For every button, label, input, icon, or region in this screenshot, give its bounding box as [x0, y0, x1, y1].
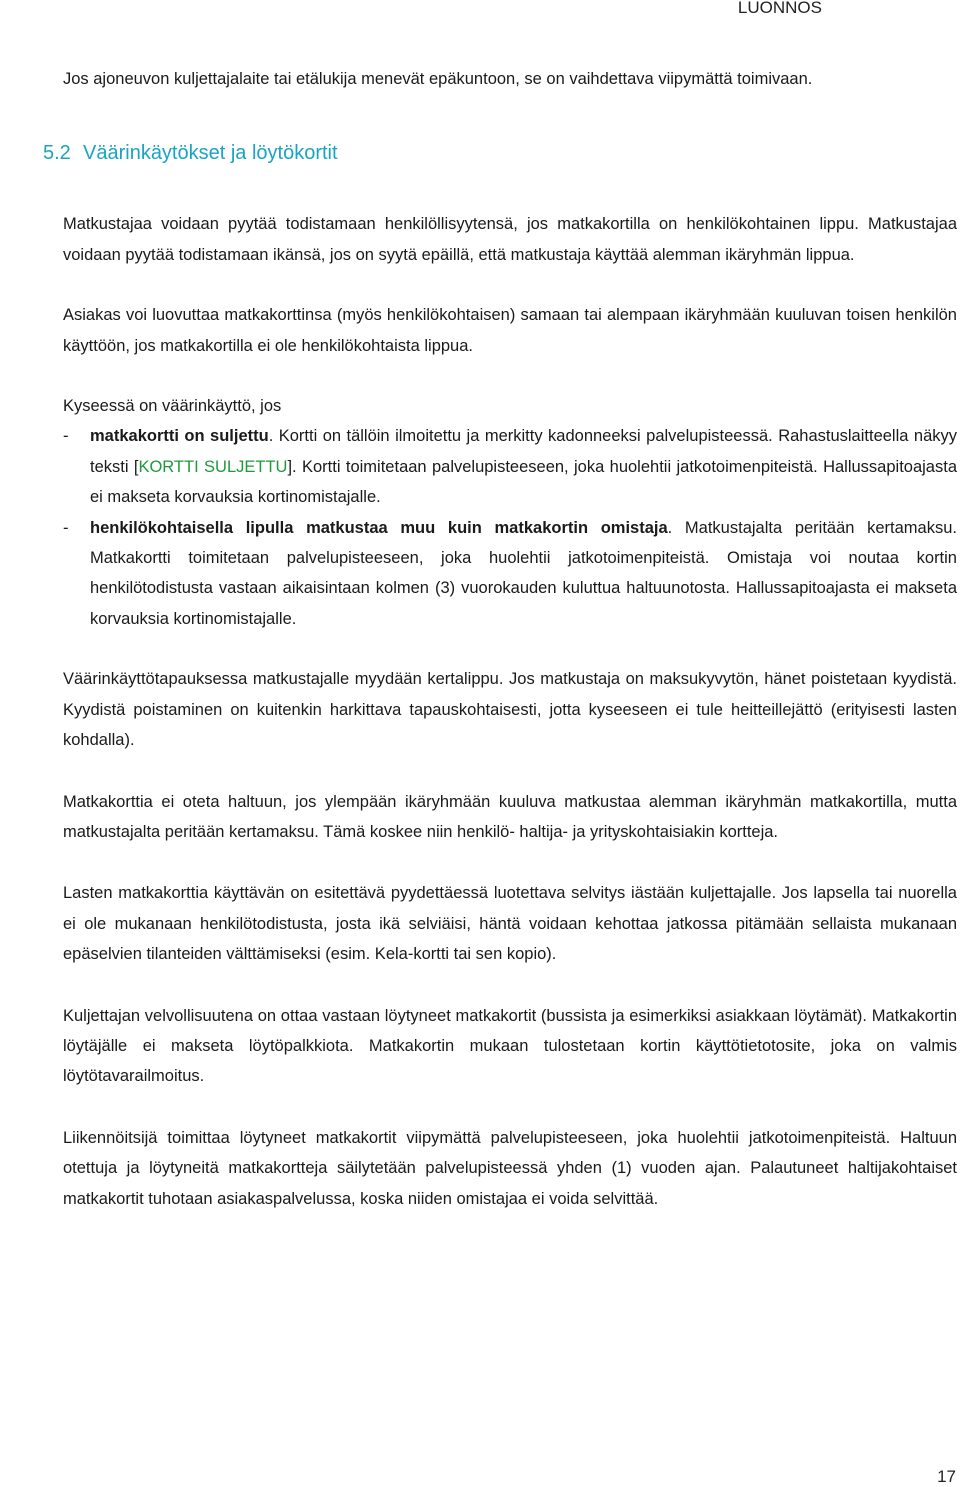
list-item-text: . Kortti on tällöin ilmoitettu ja merkitty kadonneeksi palvelupisteessä. Rahastuslaitteella näkyy teksti [	[90, 427, 957, 476]
list-item-bold: matkakortti on suljettu	[90, 427, 269, 446]
paragraph-operator-delivery: Liikennöitsijä toimittaa löytyneet matkakortit viipymättä palvelupisteeseen, joka huolehtii jatkotoimenpiteistä. Haltuun otettuja ja löytyneitä matkakortteja säilytetään palvelupisteessä yhden (1) vuoden ajan. Palautuneet haltijakohtaiset matkakortit tuhotaan asiakaspalvelussa, koska niiden omistajaa ei voida selvittää.	[63, 1128, 957, 1208]
section-heading	[43, 142, 957, 165]
section-title: Väärinkäytökset ja löytökortit	[83, 142, 338, 165]
paragraph-identity-check: Matkustajaa voidaan pyytää todistamaan henkilöllisyytensä, jos matkakortilla on henkilökohtainen lippu. Matkustajaa voidaan pyytää todistamaan ikänsä, jos on syytä epäillä, että matkustaja käyttää alemman ikäryhmän lippua.	[63, 215, 957, 264]
list-item	[63, 421, 957, 512]
document-body	[43, 64, 957, 1214]
paragraph-child-cards: Lasten matkakorttia käyttävän on esitettävä pyydettäessä luotettava selvitys iästään kuljettajalle. Jos lapsella tai nuorella ei ole mukanaan henkilötodistusta, josta ikä selviäisi, häntä voidaan kehottaa jatkossa pitämään sellaista mukanaan epäselvien tilanteiden välttämiseksi (esim. Kela-kortti tai sen kopio).	[63, 884, 957, 964]
page-number: 17	[937, 1467, 956, 1486]
list-item-bold: henkilökohtaisella lipulla matkustaa muu kuin matkakortin omistaja	[90, 518, 668, 537]
card-closed-text: KORTTI SULJETTU	[138, 457, 288, 476]
list-item-text: . Matkustajalta peritään kertamaksu. Matkakortti toimitetaan palvelupisteeseen, joka huolehtii jatkotoimenpiteistä. Omistaja voi noutaa kortin henkilötodistusta vastaan aikaisintaan kolmen (3) vuorokauden kuluttua haltuunotosta. Hallussapitoajasta ei makseta korvauksia kortinomistajalle.	[90, 518, 957, 628]
list-dash: -	[63, 518, 69, 537]
paragraph-no-confiscation: Matkakorttia ei oteta haltuun, jos ylempään ikäryhmään kuuluva matkustaa alemman ikäryhmän matkakortilla, mutta matkustajalta peritään kertamaksu. Tämä koskee niin henkilö- haltija- ja yrityskohtaisiakin kortteja.	[63, 792, 957, 841]
paragraph-card-lending: Asiakas voi luovuttaa matkakorttinsa (myös henkilökohtaisen) samaan tai alempaan ikäryhmään kuuluvan toisen henkilön käyttöön, jos matkakortilla ei ole henkilökohtaista lippua.	[63, 306, 957, 355]
draft-label: LUONNOS	[737, 0, 822, 17]
section-number: 5.2	[43, 142, 71, 165]
intro-paragraph: Jos ajoneuvon kuljettajalaite tai etälukija menevät epäkuntoon, se on vaihdettava viipymättä toimivaan.	[63, 70, 813, 88]
paragraph-misuse-intro: Kyseessä on väärinkäyttö, jos	[63, 397, 282, 416]
paragraph-single-ticket: Väärinkäyttötapauksessa matkustajalle myydään kertalippu. Jos matkustaja on maksukyvytön, hänet poistetaan kyydistä. Kyydistä poistaminen on kuitenkin harkittava tapauskohtaisesti, jotta kyseeseen ei tule heitteillejättö (erityisesti lasten kohdalla).	[63, 670, 957, 750]
list-item-text: ]. Kortti toimitetaan palvelupisteeseen, joka huolehtii jatkotoimenpiteistä. Hallussapitoajasta ei makseta korvauksia kortinomistajalle.	[90, 457, 957, 507]
list-dash: -	[63, 427, 69, 446]
list-item	[63, 513, 957, 635]
misuse-list	[63, 421, 957, 634]
paragraph-found-cards: Kuljettajan velvollisuutena on ottaa vastaan löytyneet matkakortit (bussista ja esimerkiksi asiakkaan löytämät). Matkakortin löytäjälle ei makseta löytöpalkkiota. Matkakortin mukaan tulostetaan kortin käyttötietotosite, joka on valmis löytötavarailmoitus.	[63, 1006, 957, 1086]
